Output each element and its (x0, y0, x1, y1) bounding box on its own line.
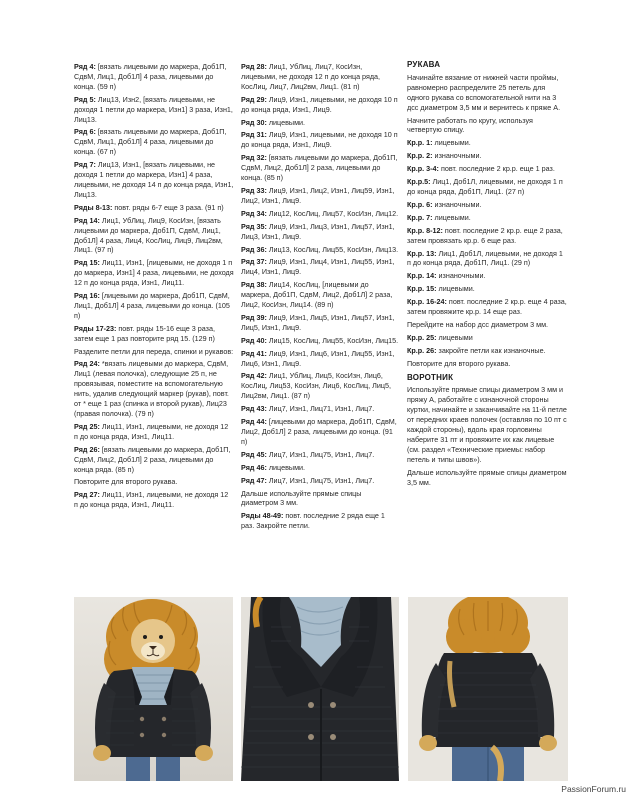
instruction-paragraph (407, 213, 567, 223)
row-label: Кр.р. 3-4: (407, 164, 439, 174)
lion-front-photo (74, 597, 233, 781)
row-text: [вязать лицевыми до маркера, Доб1П, СдвМ, Лиц2, Доб1Л] 2 раза, лицевыми до конца. (85 п) (241, 153, 398, 183)
instruction-paragraph (241, 95, 399, 115)
row-label: Ряды 8-13: (74, 202, 113, 212)
row-text: Лиц9, Изн1, Лиц5, Изн1, Лиц57, Изн1, Лиц5, Изн1, Лиц9. (241, 312, 395, 332)
row-text: Разделите петли для переда, спинки и рукавов: (74, 346, 234, 356)
row-label: Ряд 47: (241, 475, 267, 485)
row-text: лицевыми. (266, 462, 306, 472)
row-text: Лиц9, Изн1, Лиц6, Изн1, Лиц55, Изн1, Лиц6, Изн1, Лиц9. (241, 348, 395, 368)
instruction-paragraph (407, 333, 567, 343)
row-text: [вязать лицевыми до маркера, Доб1П, СдвМ, Лиц1, Доб1Л] 4 раза, лицевыми до конца. (59 п) (74, 62, 227, 91)
instruction-paragraph (74, 324, 234, 344)
row-label: Ряд 4: (74, 62, 96, 71)
row-text: лицевыми. (266, 117, 306, 127)
instruction-paragraph (407, 116, 567, 136)
instruction-paragraph (407, 226, 567, 246)
instruction-paragraph (407, 73, 567, 113)
row-text: Лиц11, Изн1, [лицевыми, не доходя 1 п до маркера, Изн1] 4 раза, лицевыми, не доходя 12 п до конца ряда, Изн1, Лиц11. (74, 258, 234, 288)
row-label: Кр.р. 1: (407, 138, 433, 148)
row-text: Лиц14, КосЛиц, [лицевыми до маркера, Доб1П, СдвМ, Лиц2, Доб1Л] 2 раза, Лиц2, КосИзн, Лиц14. (89 п) (241, 280, 393, 310)
instruction-paragraph (407, 468, 567, 488)
row-label: Кр.р. 6: (407, 199, 433, 209)
row-label: Ряд 25: (74, 421, 100, 431)
row-text: лицевыми (436, 332, 473, 342)
row-text: [лицевыми до маркера, Доб1П, СдвМ, Лиц2, Доб1Л] 2 раза, лицевыми до конца. (91 п) (241, 417, 397, 446)
row-text: Лиц1, УбЛиц, Лиц5, КосИзн, Лиц6, КосЛиц, Лиц53, КосИзн, Лиц6, КосЛиц, Лиц5, Лиц2вм, Лиц1. (87 п) (241, 371, 391, 401)
instruction-paragraph (241, 245, 399, 255)
row-text: Повторите для второго рукава. (407, 358, 511, 368)
row-text: Лиц13, Изн1, [вязать лицевыми, не доходя 1 петли до маркера, Изн1] 4 раза, лицевыми, не доходя 14 п до конца ряда, Изн1, Лиц13. (74, 160, 234, 199)
row-text: закройте петли как изнаночные. (436, 345, 546, 355)
row-label: Кр.р. 25: (407, 332, 437, 342)
row-label: Ряд 16: (74, 291, 100, 301)
instruction-paragraph (241, 153, 399, 183)
row-text: Перейдите на набор дсс диаметром 3 мм. (407, 319, 549, 329)
row-text: Повторите для второго рукава. (74, 477, 178, 487)
instruction-paragraph (407, 359, 567, 369)
instruction-paragraph (74, 347, 234, 357)
row-label: Ряд 46: (241, 462, 267, 472)
instruction-paragraph (74, 359, 234, 418)
instruction-paragraph (74, 95, 234, 125)
row-label: Кр.р. 13: (407, 248, 437, 258)
row-text: Лиц11, Изн1, лицевыми, не доходя 12 п до конца ряда, Изн1, Лиц11. (74, 490, 229, 510)
row-text: [лицевыми до маркера, Доб1П, СдвМ, Лиц1, Доб1Л] 4 раза, лицевыми до конца. (105 п) (74, 291, 230, 320)
row-text: повт. ряды 6-7 еще 3 раза. (91 п) (112, 202, 224, 212)
row-text: Лиц11, Изн1, лицевыми, не доходя 12 п до конца ряда, Изн1, Лиц11. (74, 421, 229, 441)
instruction-paragraph (241, 476, 399, 486)
row-label: Ряд 27: (74, 490, 100, 500)
row-label: Ряд 14: (74, 215, 100, 225)
instruction-paragraph (407, 284, 567, 294)
row-label: Ряд 30: (241, 117, 267, 127)
row-text: Лиц1, Доб1Л, лицевыми, не доходя 1 п до конца ряда, Доб1П, Лиц1. (27 п) (407, 177, 563, 196)
row-text: повт. ряды 15-16 еще 3 раза, затем еще 1 раз повторите ряд 15. (129 п) (74, 323, 215, 343)
row-label: Ряд 15: (74, 258, 100, 268)
row-text: Лиц12, КосЛиц, Лиц57, КосИзн, Лиц12. (266, 208, 399, 218)
row-label: Ряд 5: (74, 94, 96, 104)
instruction-paragraph (241, 118, 399, 128)
lion-back-photo (408, 597, 568, 781)
row-label: Ряд 43: (241, 404, 267, 414)
row-label: Кр.р.5: (407, 177, 431, 187)
instruction-paragraph (74, 291, 234, 321)
row-label: Ряд 31: (241, 130, 267, 140)
jacket-closeup-photo (241, 597, 399, 781)
instruction-paragraph (74, 445, 234, 475)
row-text: Начните работать по кругу, используя четвертую спицу. (407, 115, 533, 135)
row-text: лицевыми. (436, 284, 475, 294)
row-label: Ряд 36: (241, 244, 267, 254)
instruction-paragraph (74, 160, 234, 200)
instruction-paragraph (241, 222, 399, 242)
row-text: лицевыми. (432, 212, 471, 222)
section-heading-collar: ВОРОТНИК (407, 372, 454, 382)
row-label: Ряд 42: (241, 371, 267, 381)
instruction-paragraph (74, 422, 234, 442)
row-label: Ряд 41: (241, 348, 267, 358)
row-text: изнаночными. (432, 199, 482, 209)
instruction-paragraph (407, 164, 567, 174)
row-text: Лиц13, Изн2, [вязать лицевыми, не доходя 1 петли до маркера, Изн1] 3 раза, Изн1, Лиц13. (74, 94, 233, 124)
instruction-paragraph (241, 371, 399, 401)
row-text: *вязать лицевыми до маркера, СдвМ, Лиц1 (левая полочка), следующие 25 п, не провязывая, поместите на вспомогательную нить, удалив следующий маркер (рукав), повт. от * еще 1 раз (спинка и второй рукав), Лиц23 (правая полочка). (79 п) (74, 359, 229, 418)
instruction-paragraph (407, 151, 567, 161)
instruction-paragraph (241, 404, 399, 414)
row-label: Ряд 40: (241, 335, 267, 345)
row-label: Ряд 35: (241, 221, 267, 231)
instruction-paragraph (74, 203, 234, 213)
instruction-paragraph (407, 200, 567, 210)
row-label: Кр.р. 16-24: (407, 297, 447, 307)
row-text: Лиц7, Изн1, Лиц75, Изн1, Лиц7. (266, 449, 375, 459)
instruction-paragraph (241, 349, 399, 369)
row-text: Дальше используйте прямые спицы диаметром 3 мм. (241, 488, 362, 508)
instruction-paragraph (74, 477, 234, 487)
row-text: повт. последние 2 кр.р. еще 1 раз. (438, 164, 555, 174)
instruction-paragraph (241, 130, 399, 150)
row-label: Ряды 48-49: (241, 511, 284, 521)
row-text: Лиц7, Изн1, Лиц71, Изн1, Лиц7. (266, 404, 375, 414)
instruction-paragraph (74, 490, 234, 510)
instruction-paragraph (241, 257, 399, 277)
row-text: Лиц1, УбЛиц, Лиц7, КосИзн, лицевыми, не доходя 12 п до конца ряда, КосЛиц, Лиц7, Лиц2вм, Лиц1. (81 п) (241, 62, 381, 91)
column-1 (74, 62, 234, 513)
row-label: Ряд 29: (241, 94, 267, 104)
instruction-paragraph (241, 186, 399, 206)
row-text: Дальше используйте прямые спицы диаметром 3,5 мм. (407, 467, 567, 487)
row-text: изнаночными. (436, 271, 486, 281)
instruction-paragraph (241, 336, 399, 346)
row-text: Лиц1, УбЛиц, Лиц9, КосИзн, [вязать лицевыми до маркера, Доб1П, СдвМ, Лиц1, Доб1Л] 4 раза, Лиц4, КосЛиц, Лиц9, Лиц2вм, Лиц1. (97 п) (74, 215, 223, 255)
row-text: Лиц9, Изн1, Лиц2, Изн1, Лиц59, Изн1, Лиц2, Изн1, Лиц9. (241, 185, 395, 205)
watermark: PassionForum.ru (561, 784, 626, 794)
row-text: Лиц1, Доб1Л, лицевыми, не доходя 1 п до конца ряда, Доб1П, Лиц1. (29 п) (407, 248, 563, 268)
instruction-paragraph (407, 297, 567, 317)
instruction-paragraph (407, 177, 567, 197)
row-label: Ряд 24: (74, 359, 100, 369)
instruction-paragraph (241, 417, 399, 447)
instruction-paragraph (407, 320, 567, 330)
instruction-paragraph (407, 138, 567, 148)
section-heading-sleeves: РУКАВА (407, 60, 441, 69)
instruction-paragraph (74, 62, 234, 92)
row-text: Лиц9, Изн1, Лиц3, Изн1, Лиц57, Изн1, Лиц3, Изн1, Лиц9. (241, 221, 395, 241)
row-label: Ряд 38: (241, 280, 267, 290)
row-text: Начинайте вязание от нижней части проймы, равномерно распределите 25 петель для одного рукава со вспомогательной нити на 3 дсс диаметром 3,5 мм и вернитесь к пряже А. (407, 72, 561, 112)
row-text: изнаночными. (432, 151, 482, 161)
row-label: Кр.р. 2: (407, 151, 433, 161)
row-label: Кр.р. 7: (407, 212, 433, 222)
instruction-paragraph (407, 385, 567, 464)
instruction-paragraph (74, 216, 234, 256)
row-label: Кр.р. 14: (407, 271, 437, 281)
instruction-paragraph (407, 249, 567, 269)
row-label: Ряд 33: (241, 185, 267, 195)
row-text: Лиц9, Изн1, лицевыми, не доходя 10 п до конца ряда, Изн1, Лиц9. (241, 94, 398, 114)
row-label: Ряд 39: (241, 312, 267, 322)
row-text: повт. последние 2 ряда еще 1 раз. Закройте петли. (241, 511, 385, 531)
instruction-paragraph (74, 258, 234, 288)
instruction-paragraph (241, 280, 399, 310)
row-label: Кр.р. 8-12: (407, 225, 443, 235)
row-label: Ряд 45: (241, 449, 267, 459)
row-label: Кр.р. 15: (407, 284, 437, 294)
instruction-paragraph (241, 511, 399, 531)
row-label: Ряд 7: (74, 160, 96, 170)
instruction-paragraph (407, 346, 567, 356)
instruction-paragraph (241, 450, 399, 460)
row-label: Ряд 37: (241, 257, 267, 267)
column-2 (241, 62, 399, 534)
row-text: Лиц13, КосЛиц, Лиц55, КосИзн, Лиц13. (266, 244, 399, 254)
instruction-paragraph (241, 62, 399, 92)
row-text: Лиц9, Изн1, Лиц4, Изн1, Лиц55, Изн1, Лиц4, Изн1, Лиц9. (241, 257, 395, 277)
row-text: Лиц15, КосЛиц, Лиц55, КосИзн, Лиц15. (266, 335, 399, 345)
instruction-paragraph (241, 209, 399, 219)
row-label: Ряд 28: (241, 62, 267, 71)
row-text: [вязать лицевыми до маркера, Доб1П, СдвМ, Лиц1, Доб1Л] 4 раза, лицевыми до конца. (67 п) (74, 127, 227, 157)
row-text: повт. последние 2 кр.р. еще 4 раза, затем провяжите кр.р. 14 еще раз. (407, 297, 567, 317)
instruction-paragraph (241, 313, 399, 333)
row-text: Лиц7, Изн1, Лиц75, Изн1, Лиц7. (266, 475, 375, 485)
row-label: Ряд 34: (241, 208, 267, 218)
instruction-paragraph (241, 489, 399, 509)
instruction-paragraph (407, 271, 567, 281)
row-label: Ряды 17-23: (74, 323, 117, 333)
row-label: Ряд 26: (74, 444, 100, 454)
row-text: повт. последние 2 кр.р. еще 2 раза, затем провязать кр.р. 6 еще раз. (407, 225, 563, 245)
instruction-paragraph (241, 463, 399, 473)
row-text: Лиц9, Изн1, лицевыми, не доходя 10 п до конца ряда, Изн1, Лиц9. (241, 130, 398, 150)
row-text: лицевыми. (432, 138, 471, 148)
instruction-paragraph (74, 127, 234, 157)
row-text: [вязать лицевыми до маркера, Доб1П, СдвМ, Лиц2, Доб1Л] 2 раза, лицевыми до конца ряда. (85 п) (74, 444, 231, 474)
row-label: Ряд 6: (74, 127, 96, 137)
row-label: Ряд 44: (241, 417, 267, 427)
row-label: Кр.р. 26: (407, 345, 437, 355)
row-text: Используйте прямые спицы диаметром 3 мм и пряжу А, работайте с изнаночной стороны куртки, начинайте и заканчивайте на 11-й петле от передних краев полочек (оставляя по 10 пт с каждой стороны), вдоль края горловины наберите 31 пт и провяжите их как лицевые (см. раздел «Технические приемы: набор петель и типы швов»). (407, 385, 567, 464)
row-label: Ряд 32: (241, 153, 267, 163)
column-3 (407, 60, 567, 491)
